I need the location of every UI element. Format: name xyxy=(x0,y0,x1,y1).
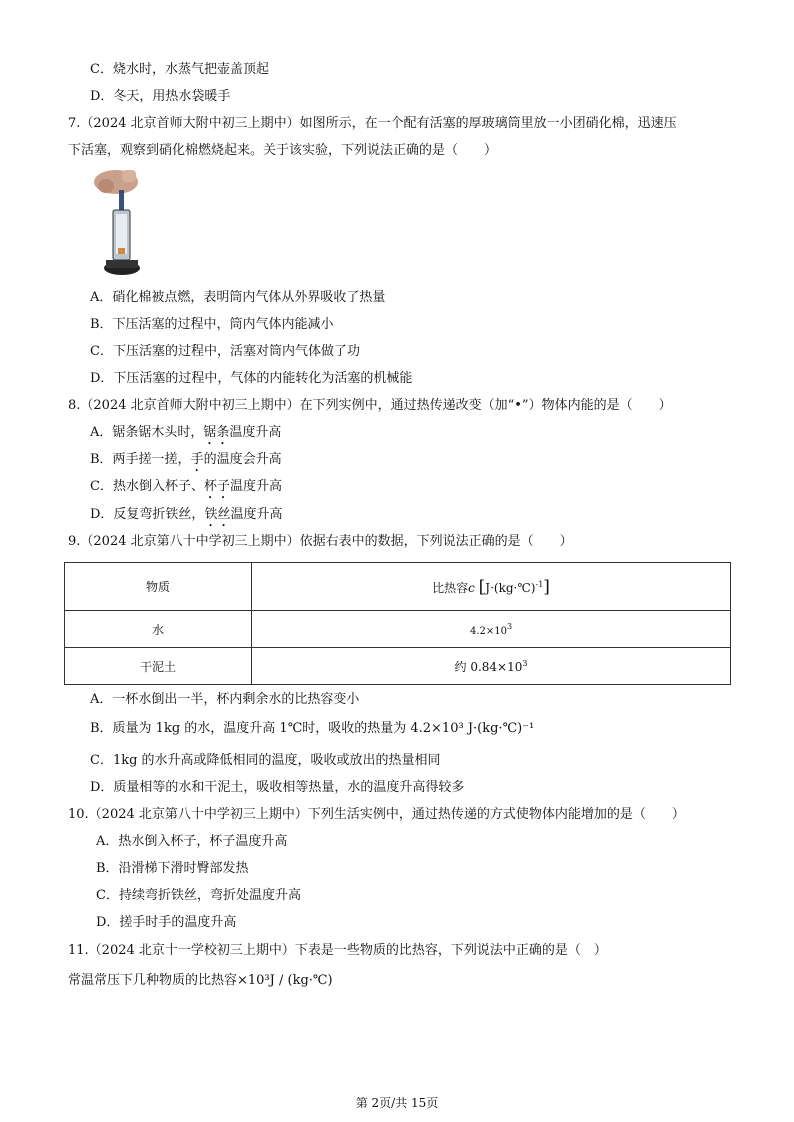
q7-option-d: D．下压活塞的过程中，气体的内能转化为活塞的机械能 xyxy=(90,371,413,386)
q8-option-c-after: 温度升高 xyxy=(229,479,282,494)
q8-option-a-mark: 锯条 xyxy=(203,425,230,440)
q8-option-c-mark: 杯子 xyxy=(203,479,230,494)
q8-stem: 8.（2024 北京首师大附中初三上期中）在下列实例中，通过热传递改变（加“•”）物体内能的是（ ） xyxy=(68,398,672,413)
q8-option-b xyxy=(90,451,282,475)
table-cell-substance: 干泥土 xyxy=(65,648,252,685)
q8-option-d-mark: 铁丝 xyxy=(204,507,231,522)
q8-option-d-after: 温度升高 xyxy=(230,507,283,522)
q8-option-b-after: 的温度会升高 xyxy=(203,452,282,467)
q10-option-a: A．热水倒入杯子，杯子温度升高 xyxy=(96,834,288,849)
table-cell-substance: 水 xyxy=(65,611,252,648)
value-exp: 3 xyxy=(522,658,528,668)
header-heat-var: c xyxy=(468,580,475,595)
q10-option-c: C．持续弯折铁丝，弯折处温度升高 xyxy=(96,888,301,903)
q9-heat-capacity-table xyxy=(64,562,731,685)
q9-option-d: D．质量相等的水和干泥土，吸收相等热量，水的温度升高得较多 xyxy=(90,780,465,795)
q11-stem: 11.（2024 北京十一学校初三上期中）下表是一些物质的比热容，下列说法中正确的是（ ） xyxy=(68,943,607,958)
q8-option-d-before: D．反复弯折铁丝， xyxy=(90,507,205,522)
q10-stem: 10.（2024 北京第八十中学初三上期中）下列生活实例中，通过热传递的方式使物体内能增加的是（ ） xyxy=(68,807,685,822)
q8-option-a-after: 温度升高 xyxy=(229,425,282,440)
table-row xyxy=(65,611,731,648)
q6-option-d: D．冬天，用热水袋暖手 xyxy=(90,89,231,104)
q9-option-b: B．质量为 1kg 的水，温度升高 1℃时，吸收的热量为 4.2×10³ J·(kg·℃)⁻¹ xyxy=(90,721,535,736)
q7-option-c: C．下压活塞的过程中，活塞对筒内气体做了功 xyxy=(90,344,360,359)
q8-option-a-before: A．锯条锯木头时， xyxy=(90,425,204,440)
table-row xyxy=(65,648,731,685)
q9-stem: 9.（2024 北京第八十中学初三上期中）依据右表中的数据，下列说法正确的是（ ） xyxy=(68,534,573,549)
q8-option-a xyxy=(90,424,281,448)
table-header-substance: 物质 xyxy=(65,563,252,611)
q7-option-a: A．硝化棉被点燃，表明筒内气体从外界吸收了热量 xyxy=(90,290,386,305)
q10-option-b: B．沿滑梯下滑时臀部发热 xyxy=(96,861,249,876)
q7-syringe-figure xyxy=(92,168,154,280)
q6-option-c: C．烧水时，水蒸气把壶盖顶起 xyxy=(90,62,269,77)
header-heat-prefix: 比热容 xyxy=(432,580,469,595)
q8-option-b-before: B．两手搓一搓， xyxy=(90,452,191,467)
q7-stem-line1: 7.（2024 北京首师大附中初三上期中）如图所示，在一个配有活塞的厚玻璃筒里放一小团硝化棉，迅速压 xyxy=(68,116,677,131)
table-cell-value xyxy=(252,648,731,685)
table-cell-value xyxy=(252,611,731,648)
q10-option-d: D．搓手时手的温度升高 xyxy=(96,915,237,930)
header-heat-exp: -1 xyxy=(535,579,544,589)
q9-option-c: C．1kg 的水升高或降低相同的温度，吸收或放出的热量相同 xyxy=(90,753,441,768)
q8-option-d xyxy=(90,506,282,530)
table-header-heat-capacity: 比热容c [J·(kg·℃)$^{-1}$] xyxy=(252,563,731,611)
value-exp: 3 xyxy=(506,621,513,631)
q7-stem-line2: 下活塞，观察到硝化棉燃烧起来。关于该实验，下列说法正确的是（ ） xyxy=(68,143,498,158)
value-base: 4.2×10 xyxy=(469,625,507,637)
table-header-row xyxy=(65,563,731,611)
page-number: 第 2页/共 15页 xyxy=(355,1096,439,1110)
header-heat-unit: J·(kg·℃) xyxy=(485,580,536,595)
value-base: 约 0.84×10 xyxy=(454,659,523,674)
q7-option-b: B．下压活塞的过程中，筒内气体内能减小 xyxy=(90,317,334,332)
q8-option-c xyxy=(90,478,282,502)
q9-option-a: A．一杯水倒出一半，杯内剩余水的比热容变小 xyxy=(90,692,360,707)
q8-option-c-before: C．热水倒入杯子、 xyxy=(90,479,204,494)
q8-option-b-mark: 手 xyxy=(190,452,204,467)
q11-subline: 常温常压下几种物质的比热容×10³J / (kg·℃) xyxy=(68,973,333,988)
